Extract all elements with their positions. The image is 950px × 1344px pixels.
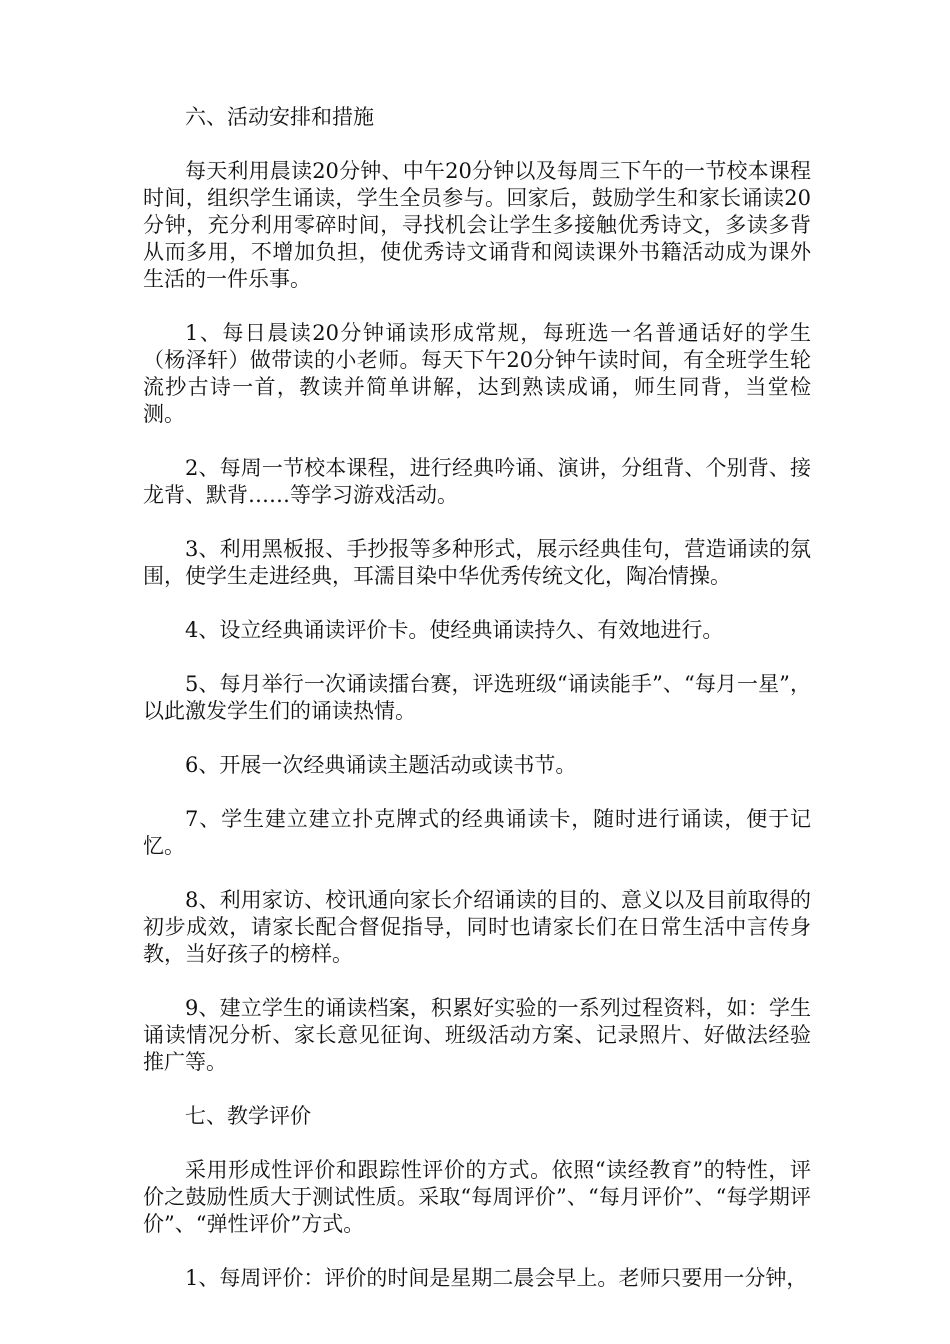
paragraph: 2、每周一节校本课程，进行经典吟诵、演讲，分组背、个别背、接龙背、默背……等学习游戏活动。 bbox=[143, 456, 811, 507]
section-heading: 七、教学评价 bbox=[185, 1104, 311, 1128]
paragraph: 1、每日晨读20分钟诵读形成常规，每班选一名普通话好的学生（杨泽轩）做带读的小老师。每天下午20分钟午读时间，有全班学生轮流抄古诗一首，教读并简单讲解，达到熟读成诵，师生同背，当堂检测。 bbox=[143, 321, 811, 426]
paragraph: 5、每月举行一次诵读擂台赛，评选班级“诵读能手”、“每月一星”，以此激发学生们的诵读热情。 bbox=[143, 672, 811, 723]
paragraph: 8、利用家访、校讯通向家长介绍诵读的目的、意义以及目前取得的初步成效，请家长配合督促指导，同时也请家长们在日常生活中言传身教，当好孩子的榜样。 bbox=[143, 888, 811, 966]
section-evaluation bbox=[143, 1103, 811, 1292]
paragraph: 采用形成性评价和跟踪性评价的方式。依照“读经教育”的特性，评价之鼓励性质大于测试性质。采取“每周评价”、“每月评价”、“每学期评价”、“弹性评价”方式。 bbox=[143, 1158, 811, 1236]
paragraph: 6、开展一次经典诵读主题活动或读书节。 bbox=[185, 753, 577, 777]
paragraph: 7、学生建立建立扑克牌式的经典诵读卡，随时进行诵读，便于记忆。 bbox=[143, 807, 811, 858]
section-heading: 六、活动安排和措施 bbox=[185, 105, 374, 129]
paragraph: 1、每周评价：评价的时间是星期二晨会早上。老师只要用一分钟， bbox=[185, 1266, 808, 1290]
document-page bbox=[143, 104, 811, 1319]
section-activities bbox=[143, 104, 811, 1076]
paragraph: 4、设立经典诵读评价卡。使经典诵读持久、有效地进行。 bbox=[185, 618, 724, 642]
paragraph: 9、建立学生的诵读档案，积累好实验的一系列过程资料，如：学生诵读情况分析、家长意见征询、班级活动方案、记录照片、好做法经验推广等。 bbox=[143, 996, 811, 1074]
paragraph: 每天利用晨读20分钟、中午20分钟以及每周三下午的一节校本课程时间，组织学生诵读，学生全员参与。回家后，鼓励学生和家长诵读20分钟，充分利用零碎时间，寻找机会让学生多接触优秀诗文，多读多背从而多用，不增加负担，使优秀诗文诵背和阅读课外书籍活动成为课外生活的一件乐事。 bbox=[143, 159, 811, 291]
paragraph: 3、利用黑板报、手抄报等多种形式，展示经典佳句，营造诵读的氛围，使学生走进经典，耳濡目染中华优秀传统文化，陶冶情操。 bbox=[143, 537, 811, 588]
